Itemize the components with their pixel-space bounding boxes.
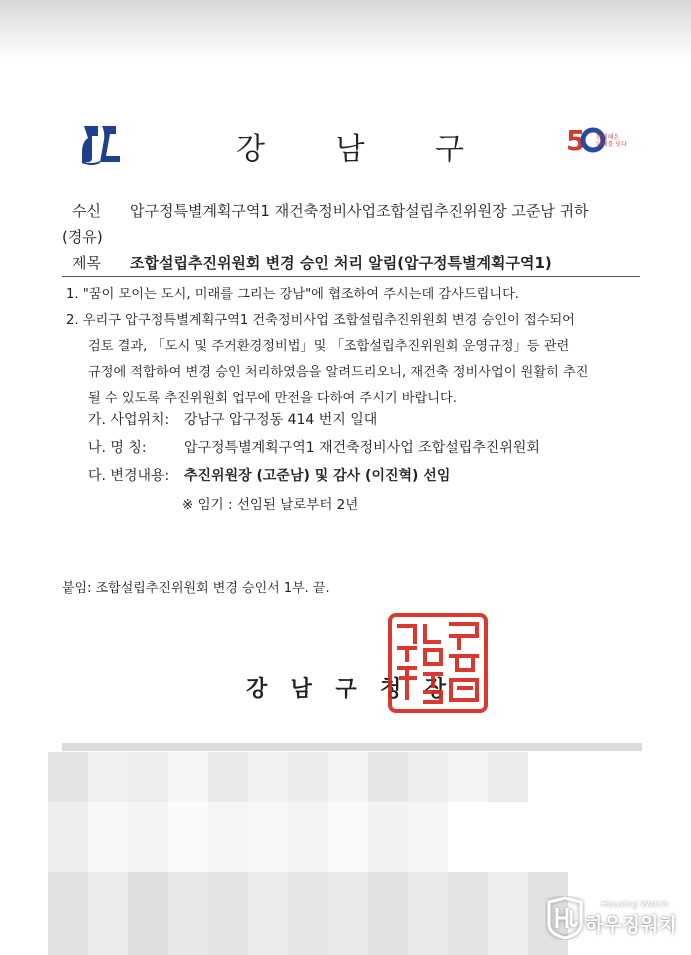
via-label: (경유) [62,228,103,246]
housing-watch-logo-icon [545,896,585,940]
scan-top-shadow [0,0,691,60]
redaction-top-band [62,743,642,751]
item-change [88,465,450,485]
item-value: 압구정특별계획구역1 재건축정비사업 조합설립추진위원회 [184,440,540,456]
watermark-en: Housing Watch [601,900,669,910]
signer-char: 장 [424,677,446,702]
paragraph-2-line: 될 수 있도록 추진위원회 업무에 만전을 다하여 주시기 바랍니다. [88,391,457,406]
org-title-char: 강 [236,132,265,167]
paragraph-2-line: 규정에 적합하여 변경 승인 처리하였음을 알려드리오니, 재건축 정비사업이 원활히 추진 [88,365,589,380]
recipient-value: 압구정특별계획구역1 재건축정비사업조합설립추진위원장 고준남 귀하 [130,202,589,220]
subject-row [72,252,552,273]
item-value: 추진위원장 (고준남) 및 감사 (이진혁) 선임 [184,468,451,484]
subject-label: 제목 [72,254,101,272]
signer-char: 구 [335,677,357,702]
attachment-line: 붙임: 조합설립추진위원회 변경 승인서 1부. 끝. [62,581,330,596]
anniversary-logo [566,122,638,158]
term-note: ※ 임기 : 선임된 날로부터 2년 [182,497,359,513]
watermark-ko: 하우징워치 [585,914,677,936]
paragraph-1: 1. "꿈이 모이는 도시, 미래를 그리는 강남"에 협조하여 주시는데 감사드립니다. [66,287,519,302]
item-label: 가. 사업위치: [88,412,170,428]
paragraph-2-line: 검토 결과, 「도시 및 주거환경정비법」및 「조합설립추진위원회 운영규정」등 관련 [88,339,570,354]
item-name [88,437,540,457]
anniversary-caption: 함께해온 미래를 잇다 [596,134,627,148]
gangnam-symbol-icon [78,122,124,166]
item-location [88,409,377,429]
subject-value: 조합설립추진위원회 변경 승인 처리 알림(압구정특별계획구역1) [130,254,552,272]
item-label: 나. 명 칭: [88,440,147,456]
housing-watch-watermark [545,896,685,942]
org-title-char: 남 [335,132,365,167]
signer-char: 강 [246,677,268,702]
recipient-row [72,200,589,221]
subject-divider [62,276,640,277]
paragraph-2-line: 2. 우리구 압구정특별계획구역1 건축정비사업 조합설립추진위원회 변경 승인이 접수되어 [66,313,575,328]
signer-char: 남 [290,677,312,702]
official-seal-icon [387,612,489,714]
recipient-label: 수신 [72,202,101,220]
item-value: 강남구 압구정동 414 번지 일대 [184,412,378,428]
org-title [200,124,500,167]
signer-char: 청 [380,677,402,702]
svg-text:5: 5 [566,124,586,157]
item-label: 다. 변경내용: [88,468,170,484]
org-title-char: 구 [435,132,464,167]
